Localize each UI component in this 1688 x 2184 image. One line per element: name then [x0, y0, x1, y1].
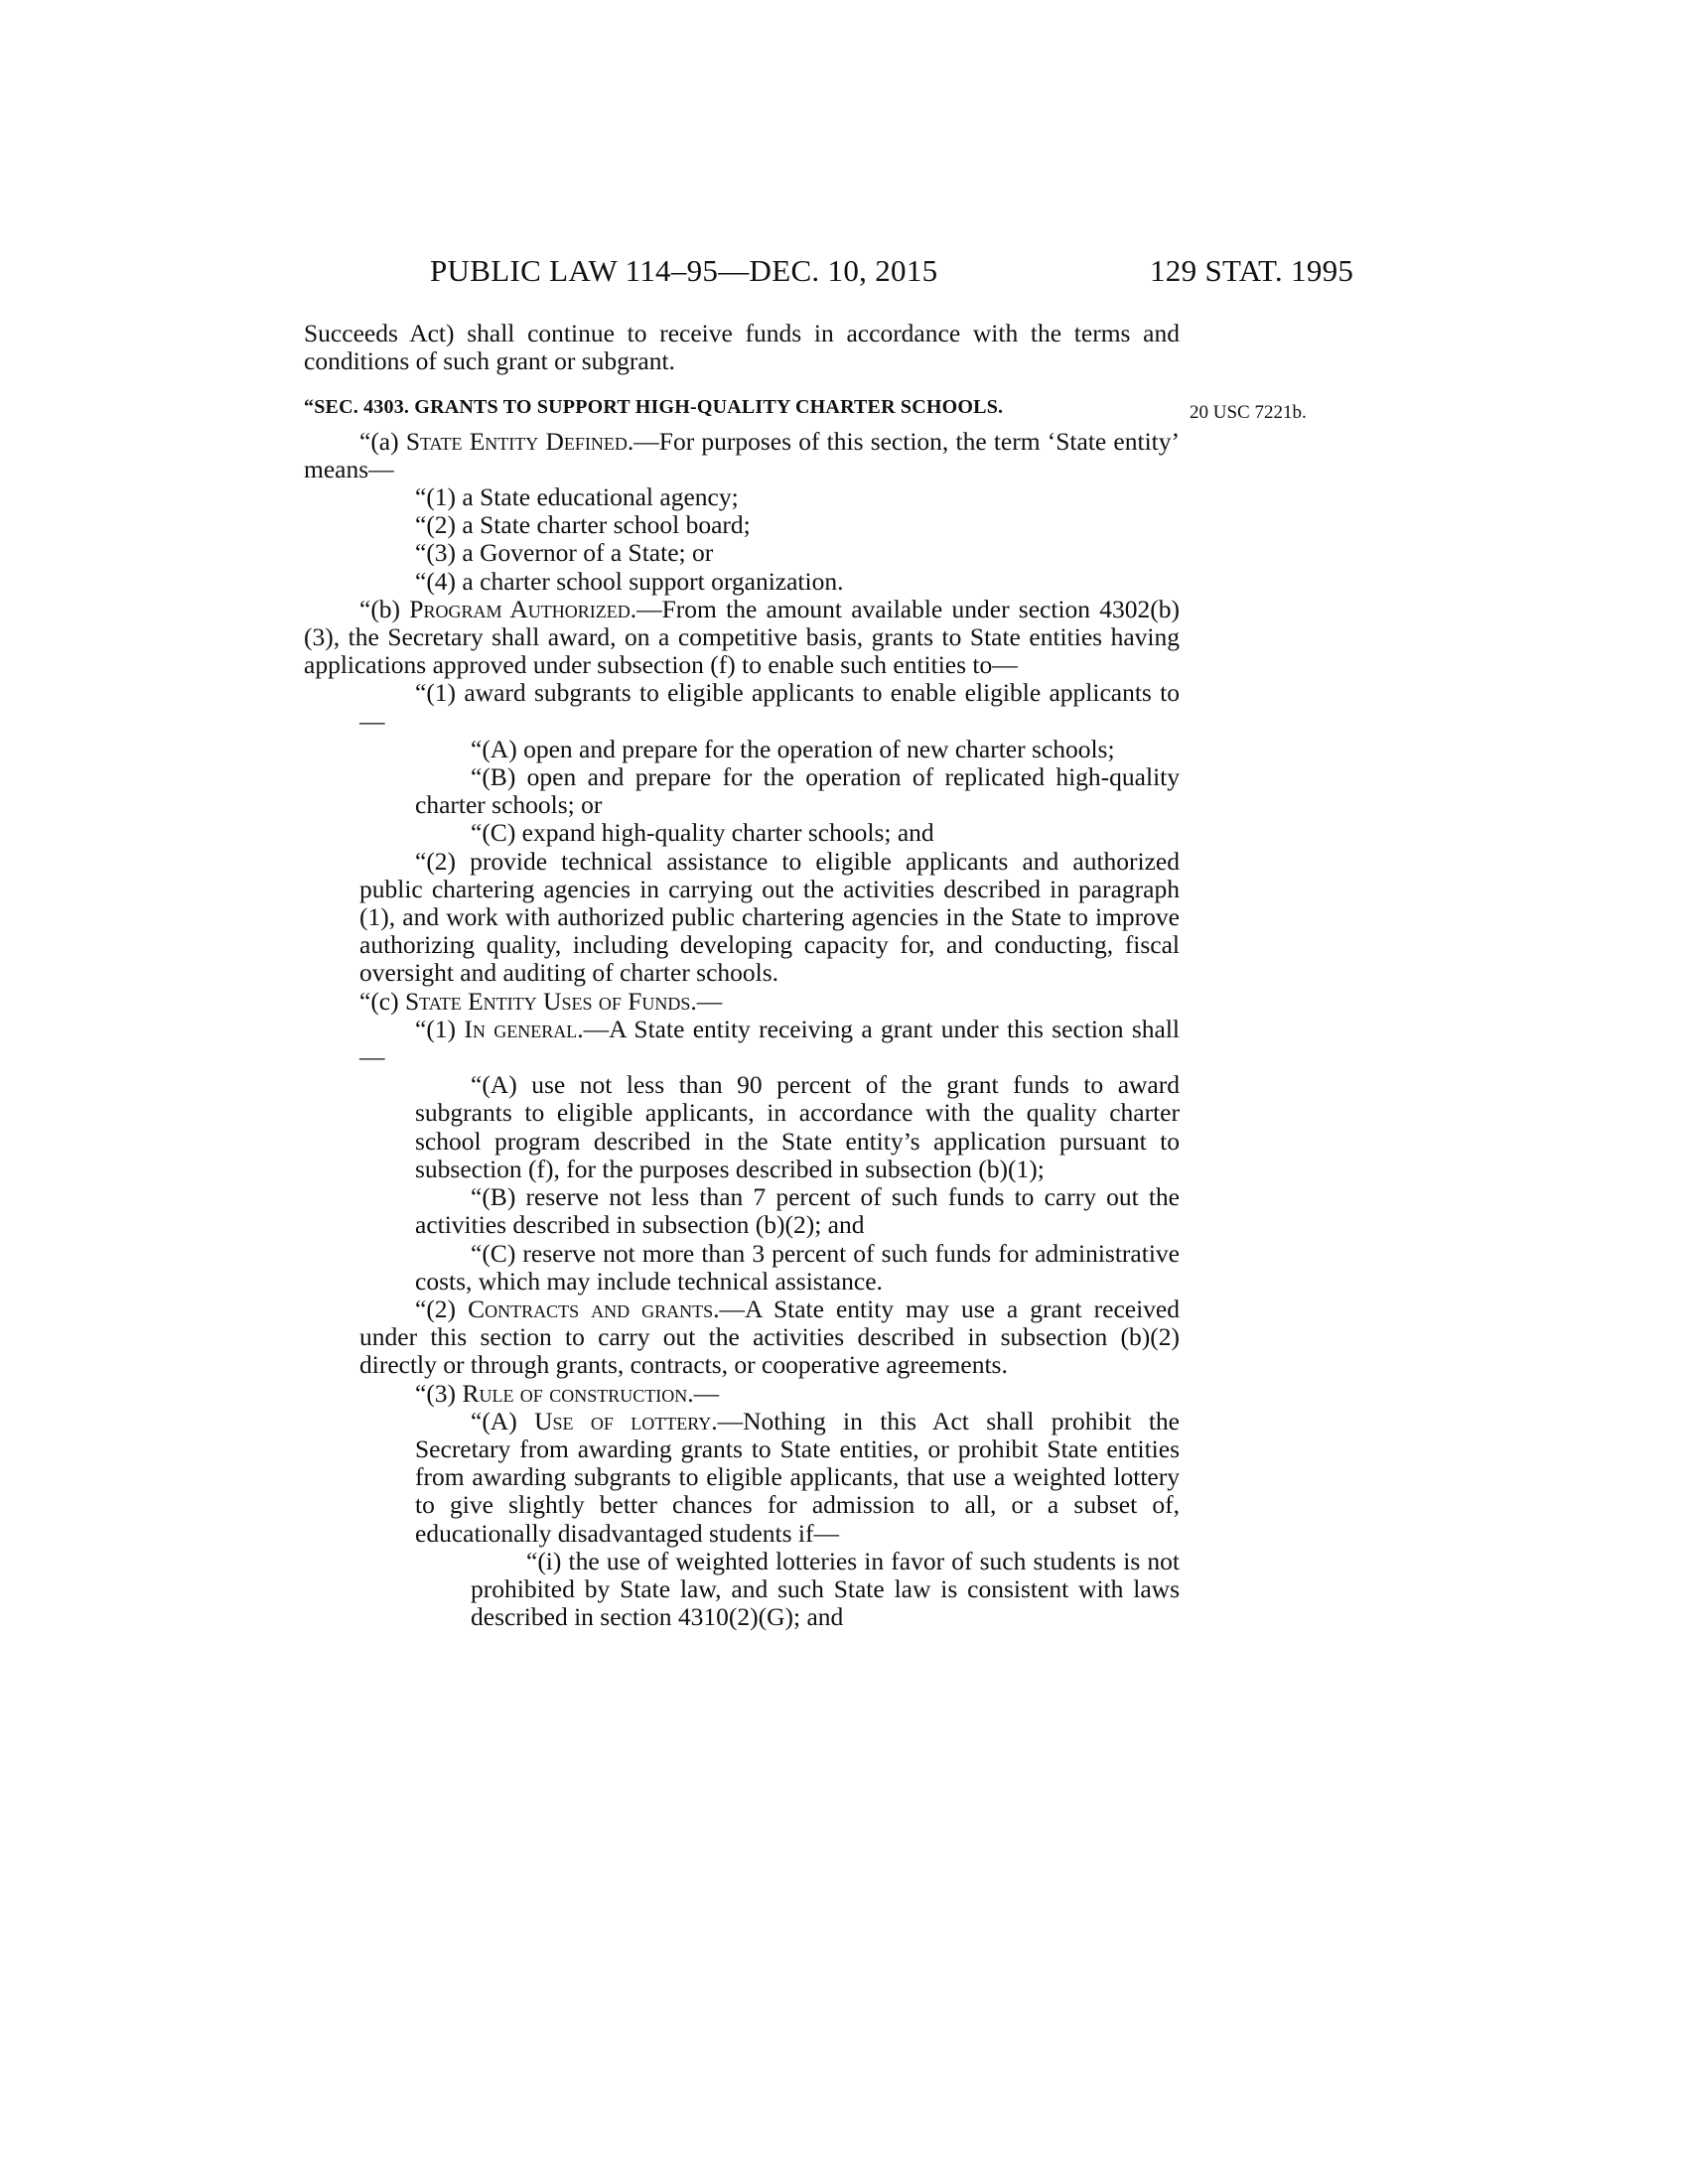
subsection-label: “(a) [359, 426, 406, 456]
paragraph-text: .—A State entity receiving a grant under this section shall— [359, 1014, 1180, 1072]
subsection-text: .—From the amount available under section 4302(b)(3), the Secretary shall award, on a competitive basis, grants to State entities having applications approved under subsection (f) to enable such entities to— [304, 594, 1180, 680]
section-heading: “SEC. 4303. GRANTS TO SUPPORT HIGH-QUALITY CHARTER SCHOOLS. [304, 396, 1004, 419]
subparagraph-text: “(C) expand high-quality charter schools; and [471, 818, 934, 848]
paragraph-a3: “(3) a Governor of a State; or [415, 538, 714, 568]
paragraph-heading: Rule of construction [462, 1378, 688, 1408]
running-header-title: PUBLIC LAW 114–95—DEC. 10, 2015 [430, 253, 938, 288]
subparagraph-heading: Use of lottery [534, 1406, 712, 1435]
subparagraph-text: “(B) open and prepare for the operation of replicated high-quality charter schools; or [415, 762, 1180, 820]
paragraph-label: “(2) [415, 1294, 469, 1323]
paragraph-c1 [359, 1016, 1180, 1071]
paragraph-c3 [359, 1380, 1180, 1408]
subparagraph-label: “(A) [471, 1406, 535, 1435]
subsection-text: .— [690, 986, 723, 1016]
paragraph-text: .—A State entity may use a grant received under this section to carry out the activities described in subsection (b)(2) directly or through grants, contracts, or cooperative agreements. [359, 1294, 1180, 1380]
paragraph-label: “(1) [415, 1014, 465, 1043]
paragraph-a4: “(4) a charter school support organization. [415, 566, 844, 596]
subsection-heading: Program Authorized [409, 594, 631, 623]
paragraph-a1: “(1) a State educational agency; [415, 482, 739, 512]
subsection-label: “(b) [359, 594, 410, 623]
paragraph-heading: Contracts and grants [468, 1294, 714, 1323]
statute-body [304, 320, 1180, 1631]
paragraph-c2 [359, 1296, 1180, 1380]
subparagraph-c1C: “(C) reserve not more than 3 percent of such funds for administrative costs, which may include technical assistance. [415, 1238, 1180, 1296]
subsection-text: .—For purposes of this section, the term ‘State entity’ means— [304, 426, 1180, 483]
subsection-c [304, 988, 1180, 1016]
paragraph-b2: “(2) provide technical assistance to eligible applicants and authorized public chartering agencies in carrying out the activities described in paragraph (1), and work with authorized public chartering agencies in the State to improve authorizing quality, including developing capacity for, and conducting, fiscal oversight and auditing of charter schools. [359, 846, 1180, 988]
subparagraph-b1A [415, 736, 1180, 763]
paragraph-b1: “(1) award subgrants to eligible applicants to enable eligible applicants to— [359, 678, 1180, 736]
subsection-label: “(c) [359, 986, 405, 1016]
subsection-a [304, 428, 1180, 483]
clause-c3Ai: “(i) the use of weighted lotteries in favor of such students is not prohibited by State law, and such State law is consistent with laws described in section 4310(2)(G); and [471, 1546, 1180, 1632]
paragraph-text: .— [687, 1378, 720, 1408]
continued-paragraph: Succeeds Act) shall continue to receive funds in accordance with the terms and conditions of such grant or subgrant. [304, 319, 1180, 376]
usc-margin-note: 20 USC 7221b. [1190, 402, 1307, 423]
subparagraph-b1C [415, 819, 1180, 847]
subparagraph-b1B [415, 763, 1180, 819]
paragraph-label: “(3) [415, 1378, 463, 1408]
subparagraph-c1B: “(B) reserve not less than 7 percent of such funds to carry out the activities described in subsection (b)(2); and [415, 1182, 1180, 1240]
subparagraph-text: “(A) open and prepare for the operation of new charter schools; [471, 734, 1115, 763]
paragraph-a2: “(2) a State charter school board; [415, 510, 751, 540]
subparagraph-c1A: “(A) use not less than 90 percent of the grant funds to award subgrants to eligible applicants, in accordance with the quality charter school program described in the State entity’s application pursuant to subsection (f), for the purposes described in subsection (b)(1); [415, 1070, 1180, 1183]
subsection-heading: State Entity Defined [405, 426, 628, 456]
subparagraph-text: .—Nothing in this Act shall prohibit the Secretary from awarding grants to State entities, or prohibit State entities from awarding subgrants to eligible applicants, that use a weighted lottery to give slightly better chances for admission to all, or a subset of, educationally disadvantaged students if— [415, 1406, 1180, 1548]
subparagraph-c3A [415, 1408, 1180, 1548]
paragraph-heading: In general [464, 1014, 578, 1043]
subsection-heading: State Entity Uses of Funds [405, 986, 691, 1016]
page-citation: 129 STAT. 1995 [1150, 253, 1354, 288]
subsection-b [304, 596, 1180, 680]
